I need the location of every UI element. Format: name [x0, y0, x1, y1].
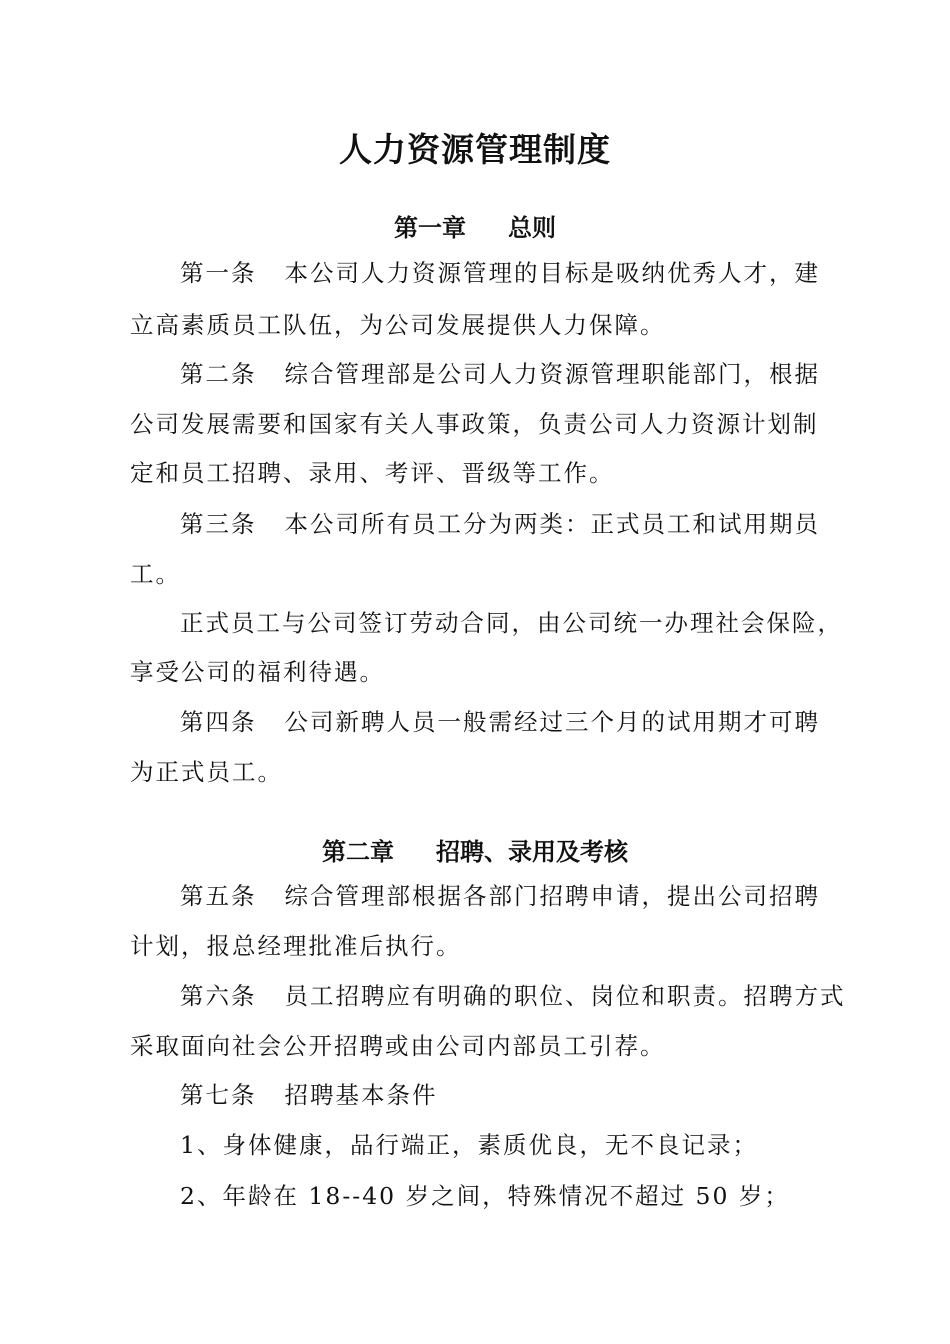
- article-6-line-1: [180, 981, 846, 1011]
- chapter-heading-1: [0, 208, 950, 243]
- chapter-number: 第一章: [394, 214, 466, 242]
- chapter-heading-2: [0, 832, 950, 867]
- article-label: 第四条: [180, 708, 257, 736]
- article-2-line-1: [180, 359, 830, 389]
- article-label: 第一条: [180, 259, 257, 287]
- article-text: 员工招聘应有明确的职位、岗位和职责。招聘方式: [284, 982, 846, 1010]
- article-4-line-2: 为正式员工。: [130, 758, 283, 786]
- article-3-line-2: 工。: [130, 560, 181, 588]
- article-label: 第七条: [180, 1081, 257, 1109]
- article-text: 招聘基本条件: [284, 1081, 438, 1109]
- article-5-line-1: [180, 881, 830, 911]
- article-text: 本公司人力资源管理的目标是吸纳优秀人才，建: [284, 259, 820, 287]
- condition-item-1: 1、身体健康，品行端正，素质优良，无不良记录；: [180, 1131, 758, 1159]
- article-label: 第三条: [180, 510, 257, 538]
- condition-item-2: 2、年龄在 18--40 岁之间，特殊情况不超过 50 岁；: [180, 1182, 790, 1210]
- article-text: 综合管理部根据各部门招聘申请，提出公司招聘: [284, 882, 820, 910]
- chapter-name: 招聘、录用及考核: [436, 838, 628, 866]
- formal-employee-line-1: 正式员工与公司签订劳动合同，由公司统一办理社会保险，: [180, 609, 843, 637]
- chapter-name: 总则: [508, 214, 556, 242]
- article-text: 综合管理部是公司人力资源管理职能部门，根据: [284, 360, 820, 388]
- article-label: 第二条: [180, 360, 257, 388]
- article-1-line-1: [180, 258, 830, 288]
- article-5-line-2: 计划，报总经理批准后执行。: [130, 932, 462, 960]
- article-4-line-1: [180, 707, 830, 737]
- article-7-line-1: [180, 1080, 830, 1110]
- article-label: 第五条: [180, 882, 257, 910]
- document-title: 人力资源管理制度: [339, 130, 611, 169]
- article-1-line-2: 立高素质员工队伍，为公司发展提供人力保障。: [130, 311, 666, 339]
- chapter-number: 第二章: [322, 838, 394, 866]
- article-label: 第六条: [180, 982, 257, 1010]
- article-2-line-2: 公司发展需要和国家有关人事政策，负责公司人力资源计划制: [130, 410, 819, 438]
- article-text: 公司新聘人员一般需经过三个月的试用期才可聘: [284, 708, 820, 736]
- formal-employee-line-2: 享受公司的福利待遇。: [130, 658, 385, 686]
- article-text: 本公司所有员工分为两类：正式员工和试用期员: [284, 510, 820, 538]
- article-2-line-3: 定和员工招聘、录用、考评、晋级等工作。: [130, 459, 615, 487]
- article-3-line-1: [180, 509, 830, 539]
- article-6-line-2: 采取面向社会公开招聘或由公司内部员工引荐。: [130, 1032, 666, 1060]
